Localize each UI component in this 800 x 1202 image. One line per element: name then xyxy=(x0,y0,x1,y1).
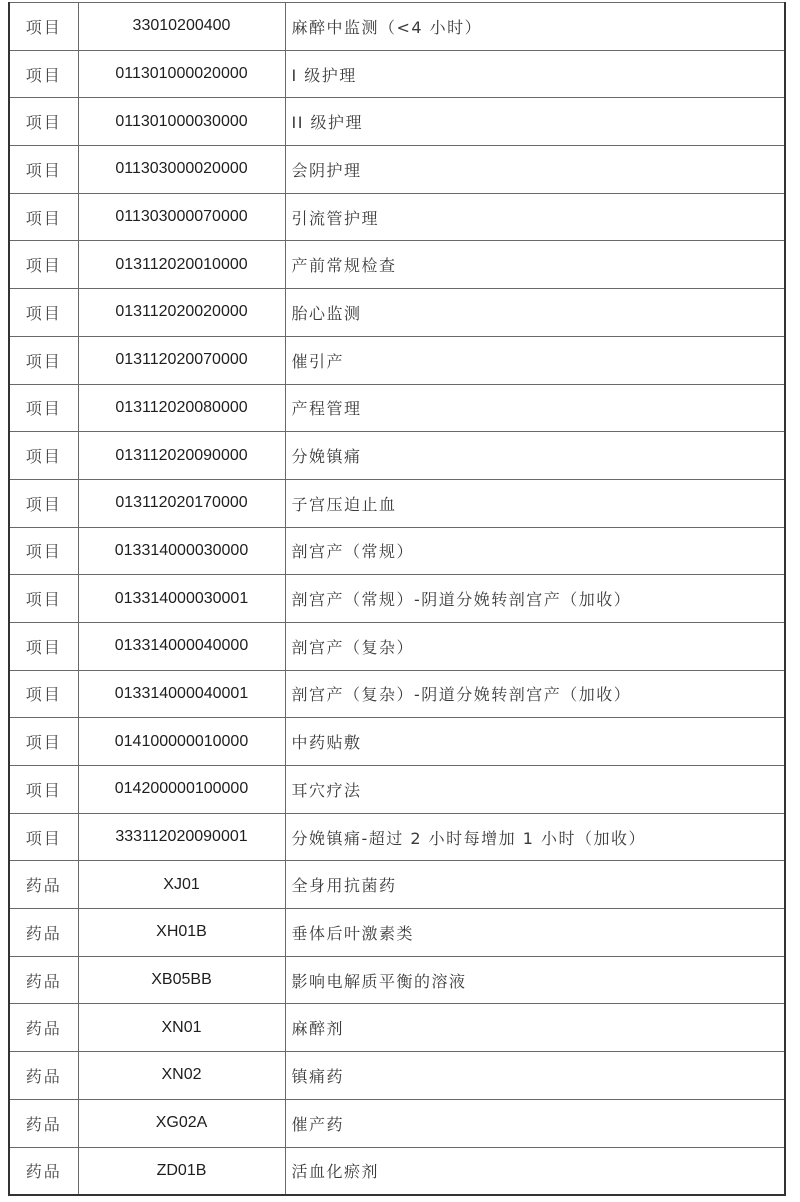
category-cell: 项目 xyxy=(9,193,78,241)
category-cell: 药品 xyxy=(9,861,78,909)
item-name-cell: 产前常规检查 xyxy=(285,241,785,289)
category-cell: 药品 xyxy=(9,1147,78,1195)
code-cell: 33010200400 xyxy=(78,3,285,51)
category-cell: 项目 xyxy=(9,766,78,814)
category-cell: 项目 xyxy=(9,3,78,51)
code-cell: 013112020020000 xyxy=(78,289,285,337)
item-name-cell: 胎心监测 xyxy=(285,289,785,337)
code-cell: XJ01 xyxy=(78,861,285,909)
item-name-cell: II 级护理 xyxy=(285,98,785,146)
category-cell: 项目 xyxy=(9,98,78,146)
item-name-cell: 中药贴敷 xyxy=(285,718,785,766)
item-name-cell: 剖宫产（复杂）-阴道分娩转剖宫产（加收） xyxy=(285,670,785,718)
table-row xyxy=(9,1099,785,1147)
table-row xyxy=(9,622,785,670)
item-name-cell: 麻醉剂 xyxy=(285,1004,785,1052)
category-cell: 药品 xyxy=(9,1004,78,1052)
table-row xyxy=(9,1147,785,1195)
table-row xyxy=(9,479,785,527)
code-cell: 013112020170000 xyxy=(78,479,285,527)
code-cell: 013112020080000 xyxy=(78,384,285,432)
items-table-body xyxy=(9,3,785,1196)
item-name-cell: 引流管护理 xyxy=(285,193,785,241)
item-name-cell: 会阴护理 xyxy=(285,146,785,194)
category-cell: 项目 xyxy=(9,50,78,98)
item-name-cell: 影响电解质平衡的溶液 xyxy=(285,956,785,1004)
category-cell: 项目 xyxy=(9,670,78,718)
code-cell: 013112020070000 xyxy=(78,336,285,384)
category-cell: 项目 xyxy=(9,527,78,575)
category-cell: 项目 xyxy=(9,336,78,384)
table-row xyxy=(9,527,785,575)
code-cell: 014100000010000 xyxy=(78,718,285,766)
category-cell: 项目 xyxy=(9,384,78,432)
table-row xyxy=(9,50,785,98)
item-name-cell: 活血化瘀剂 xyxy=(285,1147,785,1195)
table-row xyxy=(9,384,785,432)
table-row xyxy=(9,1004,785,1052)
table-row xyxy=(9,193,785,241)
table-row xyxy=(9,861,785,909)
table-row xyxy=(9,432,785,480)
code-cell: 013112020090000 xyxy=(78,432,285,480)
code-cell: XB05BB xyxy=(78,956,285,1004)
table-row xyxy=(9,766,785,814)
item-name-cell: 产程管理 xyxy=(285,384,785,432)
code-cell: ZD01B xyxy=(78,1147,285,1195)
table-row xyxy=(9,956,785,1004)
code-cell: 013112020010000 xyxy=(78,241,285,289)
category-cell: 项目 xyxy=(9,479,78,527)
code-cell: 014200000100000 xyxy=(78,766,285,814)
category-cell: 药品 xyxy=(9,1099,78,1147)
item-name-cell: 催产药 xyxy=(285,1099,785,1147)
category-cell: 药品 xyxy=(9,956,78,1004)
item-name-cell: 镇痛药 xyxy=(285,1052,785,1100)
code-cell: 011301000030000 xyxy=(78,98,285,146)
code-cell: 013314000030001 xyxy=(78,575,285,623)
item-name-cell: 剖宫产（复杂） xyxy=(285,622,785,670)
code-cell: 011301000020000 xyxy=(78,50,285,98)
code-cell: XG02A xyxy=(78,1099,285,1147)
category-cell: 项目 xyxy=(9,289,78,337)
item-name-cell: 子宫压迫止血 xyxy=(285,479,785,527)
code-cell: 013314000040000 xyxy=(78,622,285,670)
category-cell: 项目 xyxy=(9,718,78,766)
item-name-cell: 全身用抗菌药 xyxy=(285,861,785,909)
category-cell: 项目 xyxy=(9,622,78,670)
code-cell: XH01B xyxy=(78,909,285,957)
table-row xyxy=(9,98,785,146)
item-name-cell: Ⅰ 级护理 xyxy=(285,50,785,98)
item-name-cell: 耳穴疗法 xyxy=(285,766,785,814)
table-row xyxy=(9,575,785,623)
code-cell: 011303000070000 xyxy=(78,193,285,241)
code-cell: 013314000040001 xyxy=(78,670,285,718)
category-cell: 项目 xyxy=(9,575,78,623)
item-name-cell: 麻醉中监测（<4 小时） xyxy=(285,3,785,51)
item-name-cell: 分娩镇痛 xyxy=(285,432,785,480)
code-cell: 011303000020000 xyxy=(78,146,285,194)
table-row xyxy=(9,909,785,957)
item-name-cell: 剖宫产（常规）-阴道分娩转剖宫产（加收） xyxy=(285,575,785,623)
category-cell: 药品 xyxy=(9,1052,78,1100)
category-cell: 项目 xyxy=(9,241,78,289)
table-row xyxy=(9,146,785,194)
items-table-container xyxy=(8,2,784,1196)
table-row xyxy=(9,289,785,337)
category-cell: 药品 xyxy=(9,909,78,957)
table-row xyxy=(9,813,785,861)
item-name-cell: 剖宫产（常规） xyxy=(285,527,785,575)
category-cell: 项目 xyxy=(9,813,78,861)
item-name-cell: 垂体后叶激素类 xyxy=(285,909,785,957)
code-cell: 333112020090001 xyxy=(78,813,285,861)
category-cell: 项目 xyxy=(9,432,78,480)
item-name-cell: 分娩镇痛-超过 2 小时每增加 1 小时（加收） xyxy=(285,813,785,861)
category-cell: 项目 xyxy=(9,146,78,194)
code-cell: XN02 xyxy=(78,1052,285,1100)
code-cell: XN01 xyxy=(78,1004,285,1052)
table-row xyxy=(9,1052,785,1100)
item-name-cell: 催引产 xyxy=(285,336,785,384)
items-table xyxy=(8,2,786,1196)
table-row xyxy=(9,3,785,51)
table-row xyxy=(9,241,785,289)
code-cell: 013314000030000 xyxy=(78,527,285,575)
table-row xyxy=(9,670,785,718)
table-row xyxy=(9,336,785,384)
table-row xyxy=(9,718,785,766)
